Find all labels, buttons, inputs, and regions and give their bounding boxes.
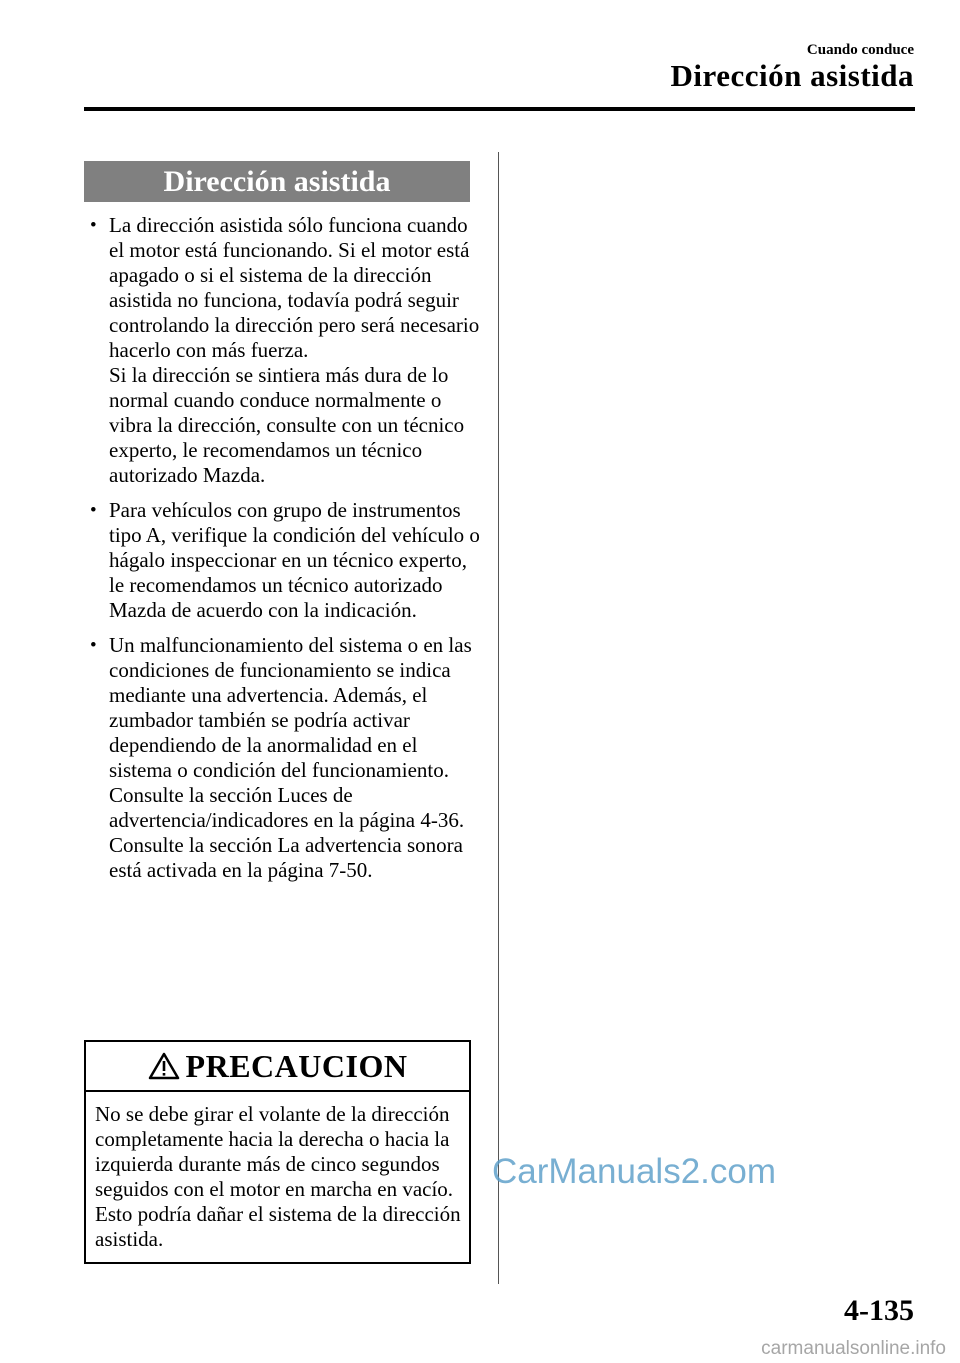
bullet-item (84, 498, 484, 623)
bullet-paragraph: Un malfuncionamiento del sistema o en las condiciones de funcionamiento se indica mediante una advertencia. Además, el zumbador también se podría activar dependiendo de la anormalidad en el sistema o condición del funcionamiento. (109, 633, 472, 782)
column-divider (498, 152, 499, 1284)
bullet-item (84, 633, 484, 883)
bullet-paragraph: Si la dirección se sintiera más dura de lo normal cuando conduce normalmente o vibra la dirección, consulte con un técnico experto, le recomendamos un técnico autorizado Mazda. (109, 363, 465, 487)
caution-box (84, 1040, 471, 1264)
caution-header (86, 1042, 469, 1092)
page-number: 4-135 (844, 1294, 914, 1327)
caution-title: PRECAUCION (185, 1047, 408, 1084)
header-title: Dirección asistida (670, 58, 914, 93)
bullet-dot-icon: • (90, 500, 97, 521)
bullet-dot-icon: • (90, 635, 97, 656)
header-section-label: Cuando conduce (806, 42, 914, 58)
footer-site-watermark: carmanualsonline.info (761, 1338, 946, 1359)
bullet-paragraph: Para vehículos con grupo de instrumentos tipo A, verifique la condición del vehículo o hágalo inspeccionar en un técnico experto, le recomendamos un técnico autorizado Mazda de acuerdo con la indicación. (109, 498, 480, 622)
bullet-dot-icon: • (90, 215, 97, 236)
watermark-logo: CarManuals2.com (492, 1152, 776, 1191)
bullet-paragraph: Consulte la sección La advertencia sonora está activada en la página 7-50. (109, 833, 463, 882)
bullet-paragraph: La dirección asistida sólo funciona cuando el motor está funcionando. Si el motor está apagado o si el sistema de la dirección asistida no funciona, todavía podrá seguir controlando la dirección pero será necesario hacerlo con más fuerza. (109, 213, 480, 362)
bullet-paragraph: Consulte la sección Luces de advertencia/indicadores en la página 4-36. (109, 783, 465, 832)
bullet-list (84, 213, 484, 893)
section-title-banner: Dirección asistida (84, 161, 470, 202)
caution-text: No se debe girar el volante de la dirección completamente hacia la derecha o hacia la izquierda durante más de cinco segundos seguidos con el motor en marcha en vacío. Esto podría dañar el sistema de la dirección asistida. (95, 1102, 461, 1251)
header-rule (84, 107, 915, 111)
warning-triangle-icon (148, 1052, 180, 1080)
bullet-item (84, 213, 484, 488)
